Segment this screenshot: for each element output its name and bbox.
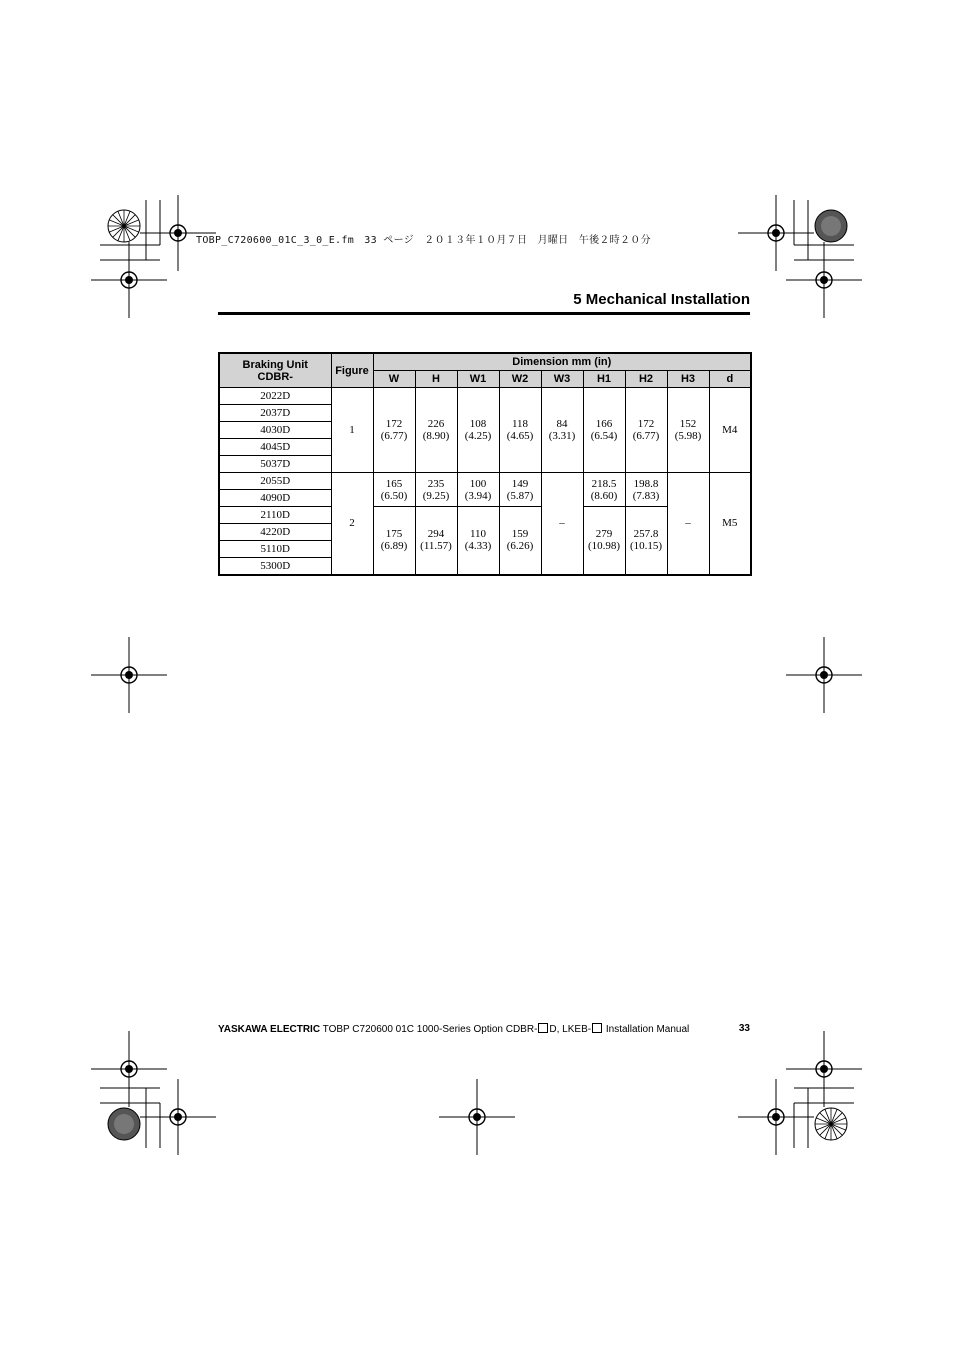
table-row [219, 473, 751, 490]
value-cell-w3: – [541, 473, 583, 575]
header-rule [218, 312, 750, 315]
col-w3: W3 [541, 371, 583, 388]
value-cell: 218.5 (8.60) [583, 473, 625, 507]
footer-text-a: TOBP C720600 01C 1000-Series Option CDBR- [320, 1024, 538, 1035]
header-dimension: Dimension mm (in) [373, 353, 751, 371]
table-row [219, 388, 751, 405]
value-cell: 279 (10.98) [583, 507, 625, 575]
value-cell: 100 (3.94) [457, 473, 499, 507]
page-number: 33 [738, 1023, 750, 1034]
footer-text-b: D, LKEB- [549, 1024, 592, 1035]
value-cell: 159 (6.26) [499, 507, 541, 575]
value-cell: 198.8 (7.83) [625, 473, 667, 507]
value-cell-d: M5 [709, 473, 751, 575]
value-cell: 110 (4.33) [457, 507, 499, 575]
value-cell: 165 (6.50) [373, 473, 415, 507]
col-w2: W2 [499, 371, 541, 388]
value-cell: 172 (6.77) [373, 388, 415, 473]
col-h3: H3 [667, 371, 709, 388]
placeholder-box-icon [592, 1023, 602, 1033]
col-w: W [373, 371, 415, 388]
model-cell: 2055D [219, 473, 331, 490]
value-cell: 235 (9.25) [415, 473, 457, 507]
col-h2: H2 [625, 371, 667, 388]
value-cell: 149 (5.87) [499, 473, 541, 507]
value-cell: 152 (5.98) [667, 388, 709, 473]
value-cell: 175 (6.89) [373, 507, 415, 575]
model-cell: 5300D [219, 558, 331, 575]
value-cell: 257.8 (10.15) [625, 507, 667, 575]
col-d: d [709, 371, 751, 388]
value-cell: 226 (8.90) [415, 388, 457, 473]
value-cell-h3: – [667, 473, 709, 575]
value-cell: 108 (4.25) [457, 388, 499, 473]
col-h1: H1 [583, 371, 625, 388]
model-cell: 4090D [219, 490, 331, 507]
value-cell: 294 (11.57) [415, 507, 457, 575]
model-cell: 4030D [219, 422, 331, 439]
model-cell: 5110D [219, 541, 331, 558]
section-title: 5 Mechanical Installation [573, 291, 750, 308]
placeholder-box-icon [538, 1023, 548, 1033]
footer-brand: YASKAWA ELECTRIC [218, 1024, 321, 1035]
header-braking-unit: Braking Unit CDBR- [219, 353, 331, 388]
value-cell: 172 (6.77) [625, 388, 667, 473]
page-footer [218, 1023, 750, 1035]
model-cell: 2110D [219, 507, 331, 524]
value-cell: 166 (6.54) [583, 388, 625, 473]
value-cell: 84 (3.31) [541, 388, 583, 473]
figure-cell: 1 [331, 388, 373, 473]
model-cell: 5037D [219, 456, 331, 473]
model-cell: 4220D [219, 524, 331, 541]
value-cell: 118 (4.65) [499, 388, 541, 473]
model-cell: 2037D [219, 405, 331, 422]
print-job-line: TOBP_C720600_01C_3_0_E.fm 33 ページ ２０１３年１０月７日 月曜日 午後２時２０分 [196, 235, 651, 246]
dimensions-table [218, 352, 752, 576]
footer-text-c: Installation Manual [603, 1024, 690, 1035]
model-cell: 2022D [219, 388, 331, 405]
col-h: H [415, 371, 457, 388]
header-figure: Figure [331, 353, 373, 388]
col-w1: W1 [457, 371, 499, 388]
value-cell: M4 [709, 388, 751, 473]
model-cell: 4045D [219, 439, 331, 456]
figure-cell: 2 [331, 473, 373, 575]
